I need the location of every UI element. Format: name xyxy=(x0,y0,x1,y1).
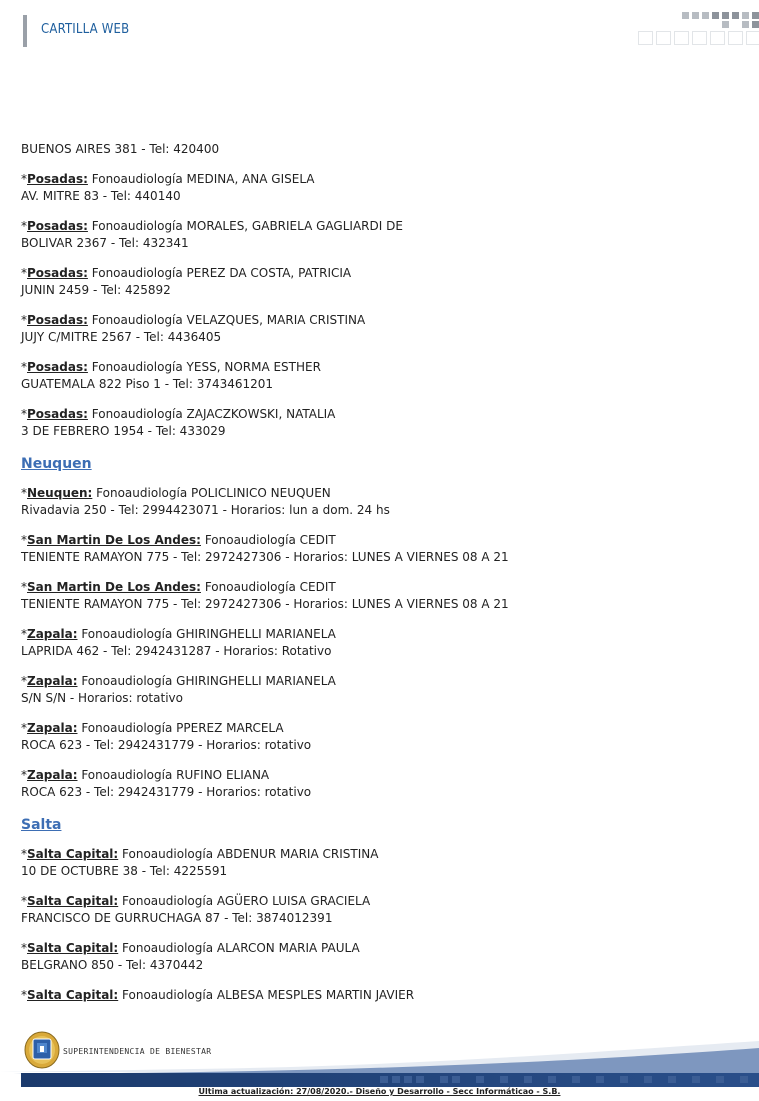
provider-address: TENIENTE RAMAYON 775 - Tel: 2972427306 - Horarios: LUNES A VIERNES 08 A 21 xyxy=(21,550,509,564)
provider-address: ROCA 623 - Tel: 2942431779 - Horarios: rotativo xyxy=(21,785,312,799)
city-label[interactable]: Zapala: xyxy=(27,627,78,641)
bullet-asterisk: * xyxy=(21,894,27,908)
provider-name: Fonoaudiología RUFINO ELIANA xyxy=(81,768,270,782)
provider-name: Fonoaudiología GHIRINGHELLI MARIANELA xyxy=(81,674,336,688)
provider-line xyxy=(21,673,741,690)
provider-line xyxy=(21,218,741,235)
provider-address: GUATEMALA 822 Piso 1 - Tel: 3743461201 xyxy=(21,377,274,391)
provider-entry xyxy=(21,720,741,754)
bullet-asterisk: * xyxy=(21,988,27,1002)
provider-line xyxy=(21,359,741,376)
provider-entry xyxy=(21,940,741,974)
provider-entry xyxy=(21,218,741,252)
provider-line xyxy=(21,406,741,423)
provider-name: Fonoaudiología ABDENUR MARIA CRISTINA xyxy=(122,847,379,861)
provider-address: BOLIVAR 2367 - Tel: 432341 xyxy=(21,236,189,250)
provider-entry xyxy=(21,673,741,707)
city-label[interactable]: Posadas: xyxy=(27,313,88,327)
emblem-icon xyxy=(25,1032,59,1068)
footer-org-label: SUPERINTENDENCIA DE BIENESTAR xyxy=(63,1047,212,1056)
bullet-asterisk: * xyxy=(21,768,27,782)
city-label[interactable]: Posadas: xyxy=(27,360,88,374)
city-label[interactable]: Posadas: xyxy=(27,172,88,186)
provider-line xyxy=(21,171,741,188)
city-label[interactable]: Salta Capital: xyxy=(27,894,119,908)
bullet-asterisk: * xyxy=(21,219,27,233)
provider-entry xyxy=(21,846,741,880)
page-title: CARTILLA WEB xyxy=(41,22,130,37)
bullet-asterisk: * xyxy=(21,360,27,374)
provider-name: Fonoaudiología GHIRINGHELLI MARIANELA xyxy=(81,627,336,641)
provider-entry xyxy=(21,171,741,205)
provider-entry xyxy=(21,987,741,1004)
bullet-asterisk: * xyxy=(21,266,27,280)
provider-name: Fonoaudiología PPEREZ MARCELA xyxy=(81,721,284,735)
provider-name: Fonoaudiología ALBESA MESPLES MARTIN JAVIER xyxy=(122,988,415,1002)
bullet-asterisk: * xyxy=(21,533,27,547)
provider-address: AV. MITRE 83 - Tel: 440140 xyxy=(21,189,181,203)
provider-line xyxy=(21,265,741,282)
bullet-asterisk: * xyxy=(21,941,27,955)
provider-address: LAPRIDA 462 - Tel: 2942431287 - Horarios: Rotativo xyxy=(21,644,332,658)
provider-entry xyxy=(21,312,741,346)
bullet-asterisk: * xyxy=(21,313,27,327)
city-label[interactable]: Posadas: xyxy=(27,219,88,233)
city-label[interactable]: San Martin De Los Andes: xyxy=(27,533,201,547)
city-label[interactable]: Neuquen: xyxy=(27,486,93,500)
provider-address: BELGRANO 850 - Tel: 4370442 xyxy=(21,958,204,972)
provider-name: Fonoaudiología ALARCON MARIA PAULA xyxy=(122,941,360,955)
city-label[interactable]: Posadas: xyxy=(27,407,88,421)
provider-line xyxy=(21,720,741,737)
bullet-asterisk: * xyxy=(21,407,27,421)
provider-address: TENIENTE RAMAYON 775 - Tel: 2972427306 - Horarios: LUNES A VIERNES 08 A 21 xyxy=(21,597,509,611)
provider-name: Fonoaudiología POLICLINICO NEUQUEN xyxy=(96,486,331,500)
provider-line xyxy=(21,767,741,784)
provider-address: ROCA 623 - Tel: 2942431779 - Horarios: rotativo xyxy=(21,738,312,752)
city-label[interactable]: San Martin De Los Andes: xyxy=(27,580,201,594)
footer-update-note: Ultima actualización: 27/08/2020.- Diseño y Desarrollo - Secc Informáticao - S.B. xyxy=(198,1087,561,1096)
city-label[interactable]: Salta Capital: xyxy=(27,941,119,955)
provider-name: Fonoaudiología MEDINA, ANA GISELA xyxy=(91,172,315,186)
provider-line xyxy=(21,312,741,329)
provider-name: Fonoaudiología YESS, NORMA ESTHER xyxy=(91,360,321,374)
city-label[interactable]: Zapala: xyxy=(27,768,78,782)
footer-banner xyxy=(0,1028,759,1090)
provider-name: Fonoaudiología VELAZQUES, MARIA CRISTINA xyxy=(91,313,366,327)
provider-name: Fonoaudiología CEDIT xyxy=(204,533,336,547)
continuation-line: BUENOS AIRES 381 - Tel: 420400 xyxy=(21,142,220,156)
city-label[interactable]: Salta Capital: xyxy=(27,847,119,861)
provider-entry xyxy=(21,406,741,440)
provider-name: Fonoaudiología MORALES, GABRIELA GAGLIARDI DE xyxy=(91,219,403,233)
city-label[interactable]: Posadas: xyxy=(27,266,88,280)
provider-line xyxy=(21,485,741,502)
provider-entry xyxy=(21,532,741,566)
provider-name: Fonoaudiología AGÜERO LUISA GRACIELA xyxy=(122,894,371,908)
bullet-asterisk: * xyxy=(21,627,27,641)
province-heading[interactable]: Neuquen xyxy=(21,456,92,472)
header-decoration xyxy=(636,10,759,48)
provider-address: JUNIN 2459 - Tel: 425892 xyxy=(21,283,171,297)
provider-entry xyxy=(21,485,741,519)
provider-entry xyxy=(21,893,741,927)
bullet-asterisk: * xyxy=(21,580,27,594)
provider-address: 10 DE OCTUBRE 38 - Tel: 4225591 xyxy=(21,864,228,878)
provider-entry xyxy=(21,579,741,613)
bullet-asterisk: * xyxy=(21,847,27,861)
provider-entry xyxy=(21,767,741,801)
city-label[interactable]: Zapala: xyxy=(27,721,78,735)
provider-name: Fonoaudiología CEDIT xyxy=(204,580,336,594)
provider-address: 3 DE FEBRERO 1954 - Tel: 433029 xyxy=(21,424,226,438)
provider-address: Rivadavia 250 - Tel: 2994423071 - Horarios: lun a dom. 24 hs xyxy=(21,503,390,517)
header-accent-bar xyxy=(23,15,27,47)
provider-line xyxy=(21,893,741,910)
provider-line xyxy=(21,940,741,957)
provider-line xyxy=(21,626,741,643)
provider-name: Fonoaudiología PEREZ DA COSTA, PATRICIA xyxy=(91,266,352,280)
provider-entry xyxy=(21,359,741,393)
provider-address: JUJY C/MITRE 2567 - Tel: 4436405 xyxy=(21,330,222,344)
province-heading[interactable]: Salta xyxy=(21,817,62,833)
provider-entry xyxy=(21,626,741,660)
city-label[interactable]: Salta Capital: xyxy=(27,988,119,1002)
provider-address: FRANCISCO DE GURRUCHAGA 87 - Tel: 3874012391 xyxy=(21,911,333,925)
provider-name: Fonoaudiología ZAJACZKOWSKI, NATALIA xyxy=(91,407,336,421)
bullet-asterisk: * xyxy=(21,486,27,500)
provider-line xyxy=(21,987,741,1004)
bullet-asterisk: * xyxy=(21,172,27,186)
directory-listing xyxy=(21,141,741,1004)
provider-line xyxy=(21,532,741,549)
provider-entry xyxy=(21,265,741,299)
provider-line xyxy=(21,846,741,863)
city-label[interactable]: Zapala: xyxy=(27,674,78,688)
bullet-asterisk: * xyxy=(21,674,27,688)
provider-line xyxy=(21,579,741,596)
bullet-asterisk: * xyxy=(21,721,27,735)
provider-address: S/N S/N - Horarios: rotativo xyxy=(21,691,183,705)
